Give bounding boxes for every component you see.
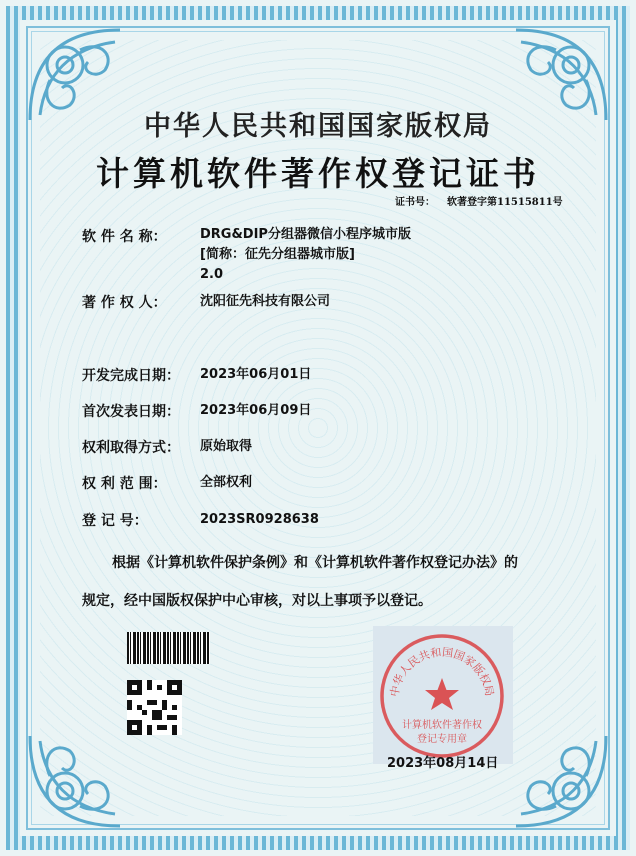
field-registration-number [82, 510, 319, 530]
software-version-line: 2.0 [200, 267, 224, 282]
software-short-name-line: [简称：征先分组器城市版] [200, 247, 355, 262]
field-label: 登 记 号： [82, 513, 148, 529]
field-scope [82, 473, 253, 493]
field-label: 首次发表日期： [82, 404, 180, 420]
field-software-name [82, 226, 411, 282]
field-label: 软 件 名 称： [82, 229, 167, 245]
field-acquire-method [82, 437, 253, 457]
statement-line: 规定，经中国版权保护中心审核，对以上事项予以登记。 [82, 593, 432, 609]
software-name-line: DRG&DIP分组器微信小程序城市版 [200, 227, 411, 242]
certificate-number-label: 证书号： [395, 197, 435, 208]
field-owner [82, 292, 331, 312]
seal-inner-text: 登记专用章 [417, 734, 467, 745]
field-label: 权利取得方式： [82, 440, 180, 456]
field-label: 权 利 范 围： [82, 476, 167, 492]
field-label: 开发完成日期： [82, 368, 180, 384]
field-value: 2023年06月01日 [200, 367, 312, 382]
field-label: 著 作 权 人： [82, 295, 167, 311]
seal-inner-text: 计算机软件著作权 [402, 720, 482, 731]
field-completion-date [82, 365, 312, 385]
field-value: 全部权利 [200, 475, 253, 490]
field-value [200, 225, 411, 285]
corner-ornament [20, 726, 140, 836]
certificate-title: 计算机软件著作权登记证书 [96, 154, 540, 193]
issuer-title: 中华人民共和国国家版权局 [144, 111, 492, 142]
qr-code [127, 680, 182, 735]
certificate-number [395, 193, 563, 208]
certificate-number-value: 软著登字第11515811号 [447, 197, 563, 208]
field-publish-date [82, 401, 312, 421]
star-icon [425, 678, 459, 710]
official-seal [376, 630, 508, 762]
field-value: 沈阳征先科技有限公司 [200, 294, 331, 309]
corner-ornament [496, 726, 616, 836]
issue-date: 2023年08月14日 [387, 756, 499, 771]
seal-ring-text: 中华人民共和国国家版权局 [387, 645, 497, 698]
field-value: 原始取得 [200, 439, 253, 454]
statement-line: 根据《计算机软件保护条例》和《计算机软件著作权登记办法》的 [112, 555, 518, 571]
field-value: 2023年06月09日 [200, 403, 312, 418]
barcode [127, 632, 210, 664]
field-value: 2023SR0928638 [200, 512, 319, 527]
